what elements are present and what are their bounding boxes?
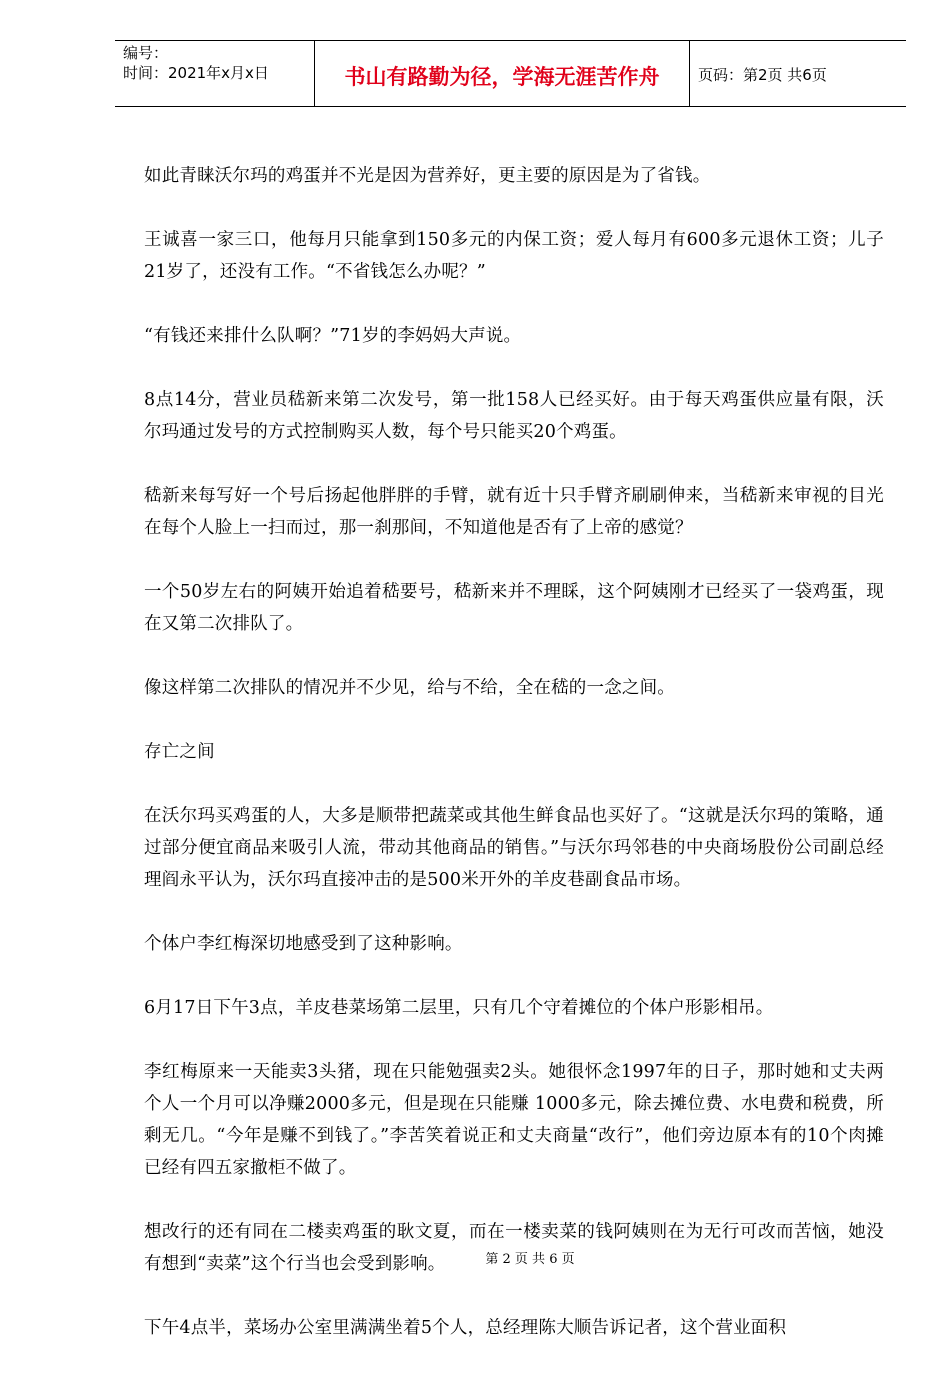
paragraph: “有钱还来排什么队啊？”71岁的李妈妈大声说。	[144, 326, 522, 346]
page-header	[115, 40, 906, 107]
paragraph: 个体户李红梅深切地感受到了这种影响。	[144, 934, 463, 954]
paragraph: 李红梅原来一天能卖3头猪，现在只能勉强卖2头。她很怀念1997年的日子，那时她和丈夫两个人一个月可以净赚2000多元，但是现在只能赚 1000多元，除去摊位费、水电费和税费，所剩无几。“今年是赚不到钱了。”李苦笑着说正和丈夫商量“改行”，他们旁边原本有的10个肉摊已经有四五家撤柜不做了。	[144, 1062, 884, 1178]
paragraph: 下午4点半，菜场办公室里满满坐着5个人，总经理陈大顺告诉记者，这个营业面积	[144, 1318, 787, 1338]
paragraph: 一个50岁左右的阿姨开始追着嵇要号，嵇新来并不理睬，这个阿姨刚才已经买了一袋鸡蛋，现在又第二次排队了。	[144, 582, 884, 634]
paragraph: 想改行的还有同在二楼卖鸡蛋的耿文夏，而在一楼卖菜的钱阿姨则在为无行可改而苦恼，她没有想到“卖菜”这个行当也会受到影响。	[144, 1222, 884, 1274]
paragraph: 像这样第二次排队的情况并不少见，给与不给，全在嵇的一念之间。	[144, 678, 675, 698]
section-heading: 存亡之间	[144, 742, 215, 762]
paragraph: 8点14分，营业员嵇新来第二次发号，第一批158人已经买好。由于每天鸡蛋供应量有限，沃尔玛通过发号的方式控制购买人数，每个号只能买20个鸡蛋。	[144, 390, 884, 442]
paragraph: 6月17日下午3点，羊皮巷菜场第二层里，只有几个守着摊位的个体户形影相吊。	[144, 998, 774, 1018]
document-number-label: 编号：	[123, 44, 169, 62]
paragraph: 在沃尔玛买鸡蛋的人，大多是顺带把蔬菜或其他生鲜食品也买好了。“这就是沃尔玛的策略，通过部分便宜商品来吸引人流，带动其他商品的销售。”与沃尔玛邻巷的中央商场股份公司副总经理阎永平认为，沃尔玛直接冲击的是500米开外的羊皮巷副食品市场。	[144, 806, 884, 890]
header-motto: 书山有路勤为径，学海无涯苦作舟	[315, 41, 690, 106]
document-body	[144, 160, 884, 1376]
paragraph: 如此青睐沃尔玛的鸡蛋并不光是因为营养好，更主要的原因是为了省钱。	[144, 166, 711, 186]
page-footer: 第 2 页 共 6 页	[485, 1252, 575, 1267]
paragraph: 嵇新来每写好一个号后扬起他胖胖的手臂，就有近十只手臂齐刷刷伸来，当嵇新来审视的目光在每个人脸上一扫而过，那一刹那间，不知道他是否有了上帝的感觉？	[144, 486, 884, 538]
document-time-label: 时间：2021年x月x日	[123, 64, 269, 82]
header-meta-cell	[115, 41, 315, 106]
paragraph: 王诚喜一家三口，他每月只能拿到150多元的内保工资；爱人每月有600多元退休工资；儿子21岁了，还没有工作。“不省钱怎么办呢？”	[144, 230, 884, 282]
header-page-number: 页码：第2页 共6页	[698, 66, 827, 84]
